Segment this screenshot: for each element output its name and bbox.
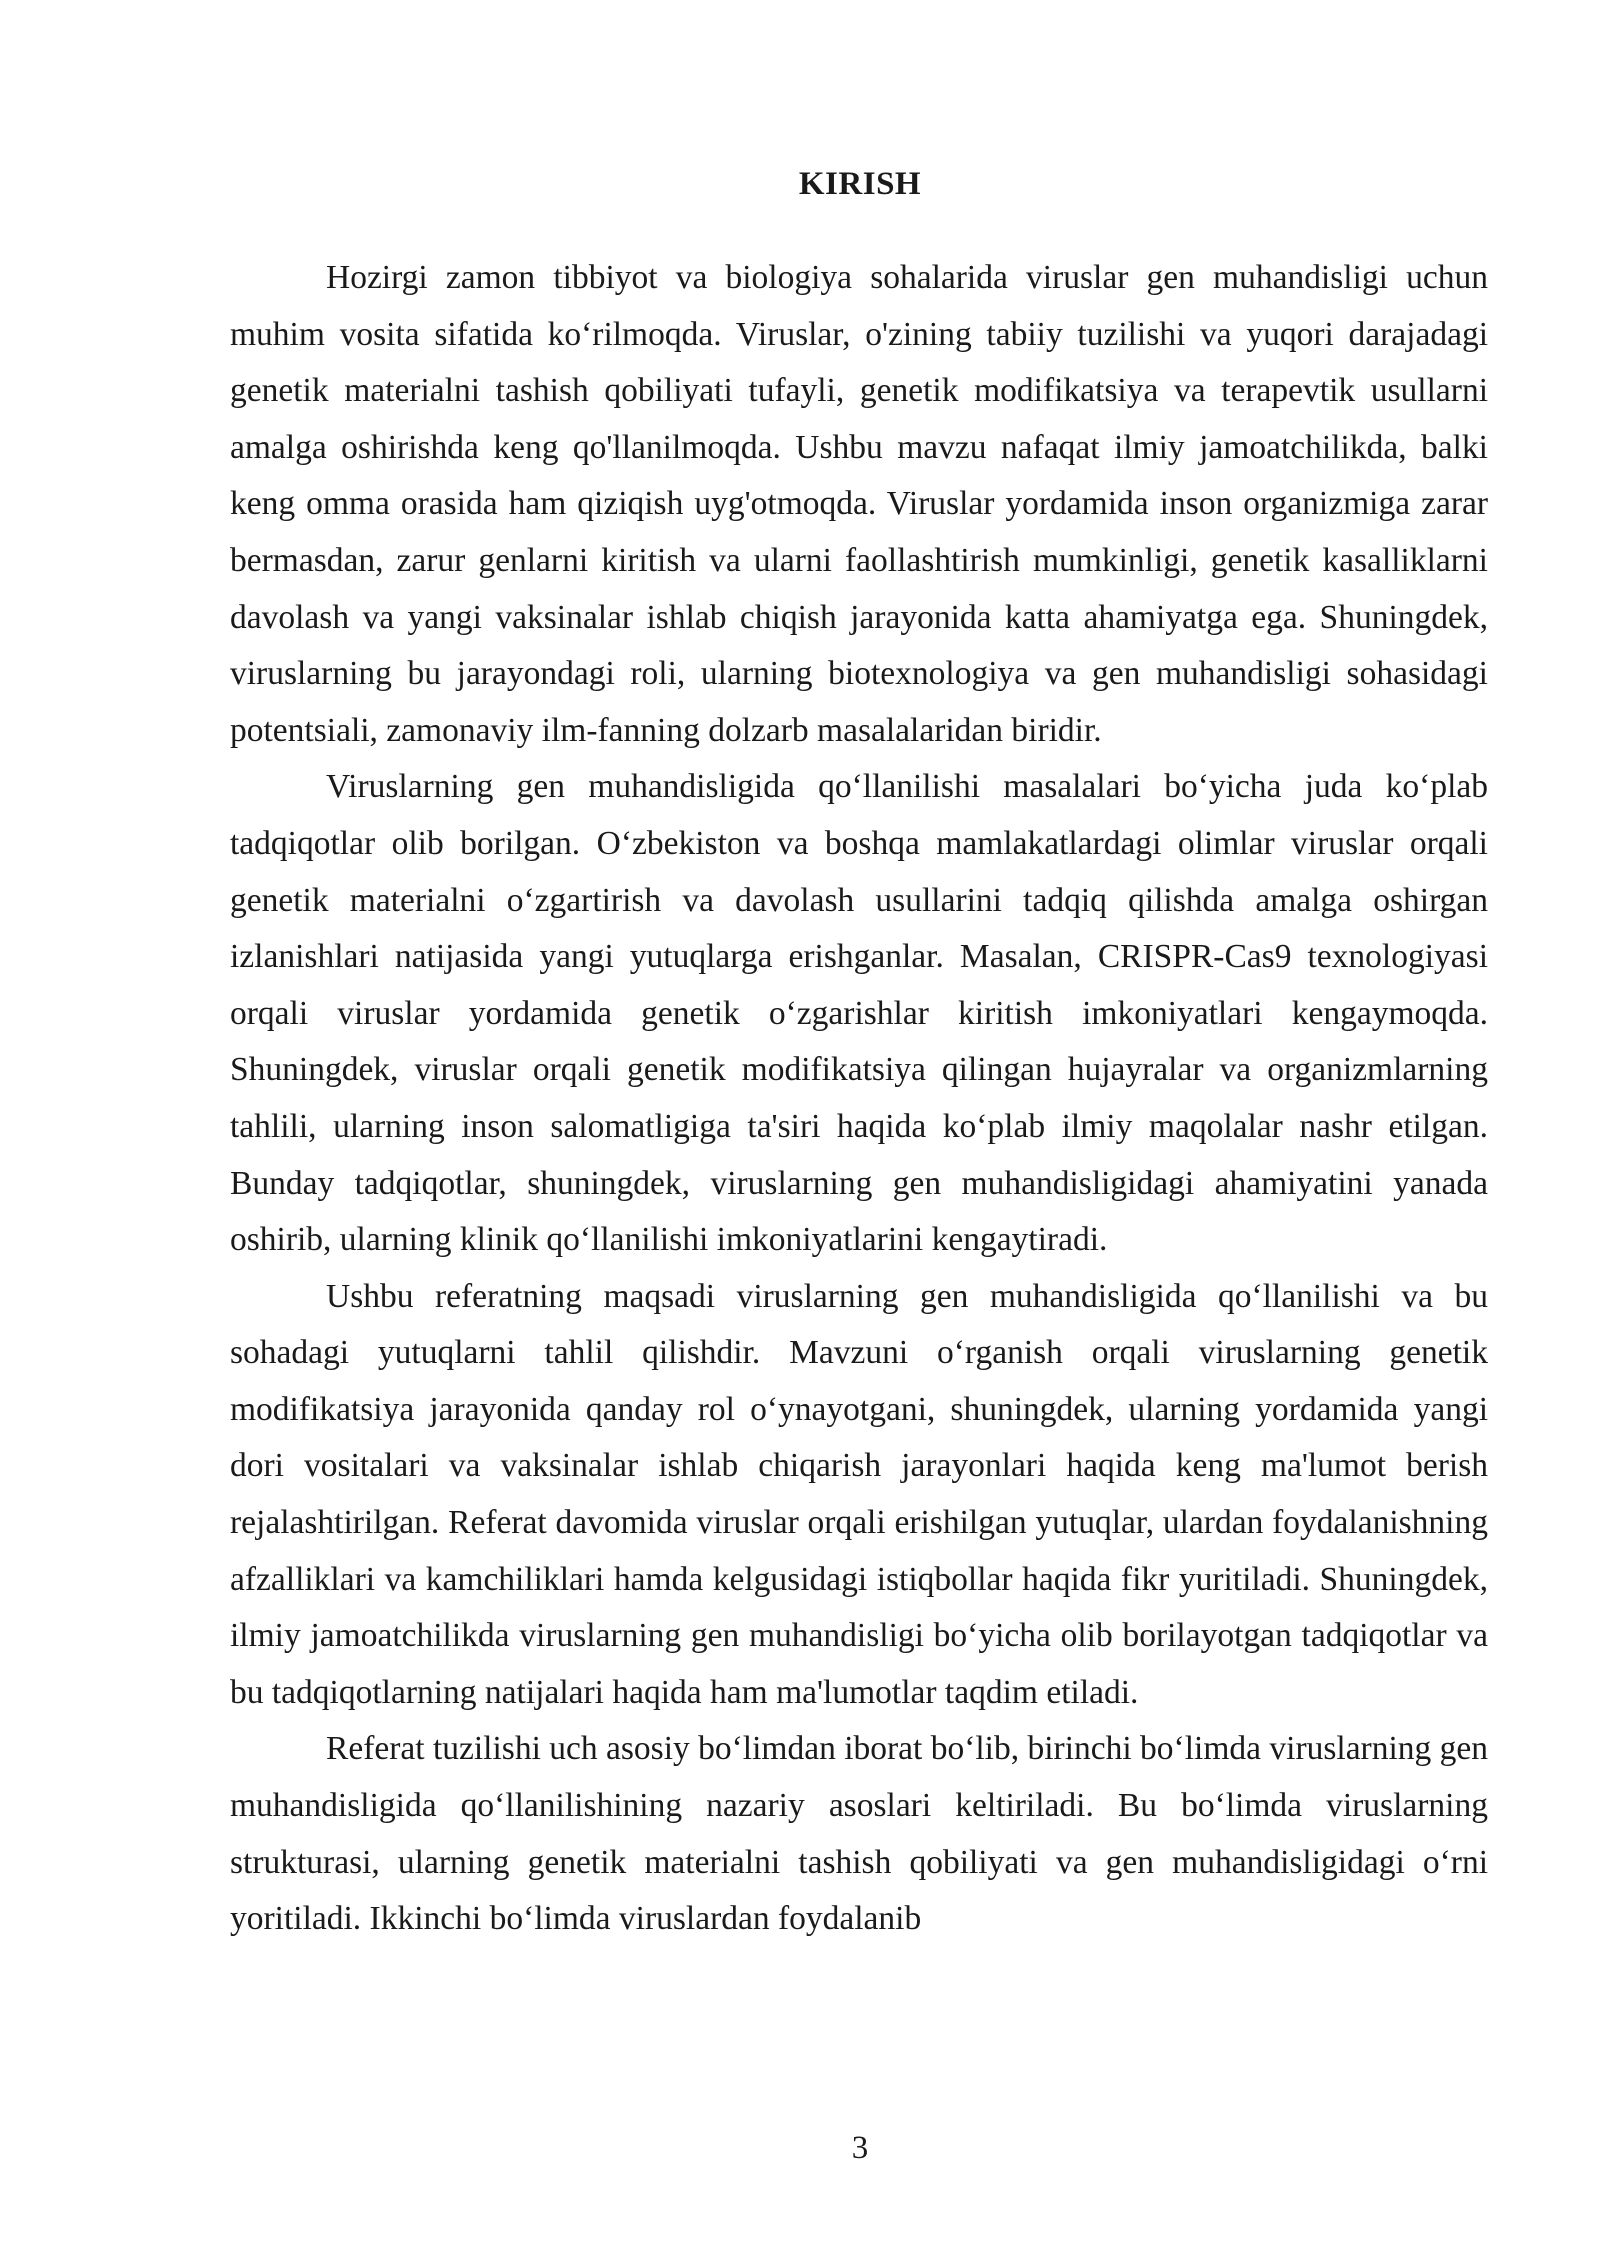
paragraph-1: Hozirgi zamon tibbiyot va biologiya sohalarida viruslar gen muhandisligi uchun muhim vosita sifatida ko‘rilmoqda. Viruslar, o'zining tabiiy tuzilishi va yuqori darajadagi genetik materialni tashish qobiliyati tufayli, genetik modifikatsiya va terapevtik usullarni amalga oshirishda keng qo'llanilmoqda. Ushbu mavzu nafaqat ilmiy jamoatchilikda, balki keng omma orasida ham qiziqish uyg'otmoqda. Viruslar yordamida inson organizmiga zarar bermasdan, zarur genlarni kiritish va ularni faollashtirish mumkinligi, genetik kasalliklarni davolash va yangi vaksinalar ishlab chiqish jarayonida katta ahamiyatga ega. Shuningdek, viruslarning bu jarayondagi roli, ularning biotexnologiya va gen muhandisligi sohasidagi potentsiali, zamonaviy ilm-fanning dolzarb masalalaridan biridir.: [230, 259, 1488, 749]
paragraph-4: Referat tuzilishi uch asosiy bo‘limdan iborat bo‘lib, birinchi bo‘limda viruslarning gen muhandisligida qo‘llanilishining nazariy asoslari keltiriladi. Bu bo‘limda viruslarning strukturasi, ularning genetik materialni tashish qobiliyati va gen muhandisligidagi o‘rni yoritiladi. Ikkinchi bo‘limda viruslardan foydalanib: [230, 1730, 1489, 1938]
page-title: KIRISH: [798, 166, 922, 202]
paragraph-2: Viruslarning gen muhandisligida qo‘llanilishi masalalari bo‘yicha juda ko‘plab tadqiqotlar olib borilgan. O‘zbekiston va boshqa mamlakatlardagi olimlar viruslar orqali genetik materialni o‘zgartirish va davolash usullarini tadqiq qilishda amalga oshirgan izlanishlari natijasida yangi yutuqlarga erishganlar. Masalan, CRISPR-Cas9 texnologiyasi orqali viruslar yordamida genetik o‘zgarishlar kiritish imkoniyatlari kengaymoqda. Shuningdek, viruslar orqali genetik modifikatsiya qilingan hujayralar va organizmlarning tahlili, ularning inson salomatligiga ta'siri haqida ko‘plab ilmiy maqolalar nashr etilgan. Bunday tadqiqotlar, shuningdek, viruslarning gen muhandisligidagi ahamiyatini yanada oshirib, ularning klinik qo‘llanilishi imkoniyatlarini kengaytiradi.: [230, 768, 1488, 1259]
paragraph-3: Ushbu referatning maqsadi viruslarning gen muhandisligida qo‘llanilishi va bu sohadagi yutuqlarni tahlil qilishdir. Mavzuni o‘rganish orqali viruslarning genetik modifikatsiya jarayonida qanday rol o‘ynayotgani, shuningdek, ularning yordamida yangi dori vositalari va vaksinalar ishlab chiqarish jarayonlari haqida keng ma'lumot berish rejalashtirilgan. Referat davomida viruslar orqali erishilgan yutuqlar, ulardan foydalanishning afzalliklari va kamchiliklari hamda kelgusidagi istiqbollar haqida fikr yuritiladi. Shuningdek, ilmiy jamoatchilikda viruslarning gen muhandisligi bo‘yicha olib borilayotgan tadqiqotlar va bu tadqiqotlarning natijalari haqida ham ma'lumotlar taqdim etiladi.: [230, 1277, 1488, 1711]
body-text: [230, 250, 1488, 1948]
page-number: 3: [851, 2130, 869, 2166]
